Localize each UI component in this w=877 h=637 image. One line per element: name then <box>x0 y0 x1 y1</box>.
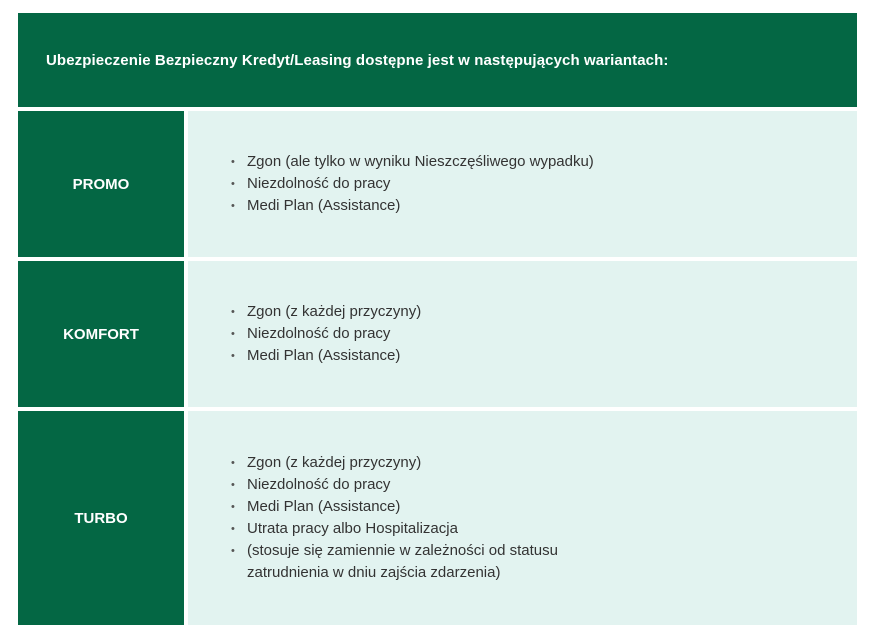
variant-content-cell <box>188 411 857 625</box>
table-row-turbo <box>18 411 857 625</box>
variant-name: TURBO <box>74 509 128 527</box>
table-header <box>18 13 857 107</box>
variant-content-cell <box>188 261 857 407</box>
list-item <box>231 540 558 584</box>
list-item: • Niezdolność do pracy <box>231 323 421 345</box>
table-row-komfort <box>18 261 857 407</box>
list-item: • Utrata pracy albo Hospitalizacja <box>231 518 558 540</box>
variant-label-cell <box>18 261 184 407</box>
list-item: • Medi Plan (Assistance) <box>231 496 558 518</box>
table-row-promo <box>18 111 857 257</box>
list-item: • Medi Plan (Assistance) <box>231 345 421 367</box>
list-item: • Zgon (ale tylko w wyniku Nieszczęśliwego wypadku) <box>231 151 594 173</box>
coverage-list <box>188 151 594 217</box>
list-item-line: zatrudnienia w dniu zajścia zdarzenia) <box>247 564 501 581</box>
coverage-list <box>188 301 421 367</box>
list-item: • Zgon (z każdej przyczyny) <box>231 452 558 474</box>
list-item: • Medi Plan (Assistance) <box>231 195 594 217</box>
coverage-list <box>188 452 558 584</box>
variant-content-cell <box>188 111 857 257</box>
list-item-line: • (stosuje się zamiennie w zależności od statusu <box>247 542 558 559</box>
variant-label-cell <box>18 411 184 625</box>
list-item: • Niezdolność do pracy <box>231 474 558 496</box>
variant-label-cell <box>18 111 184 257</box>
variant-name: PROMO <box>72 175 130 193</box>
list-item: • Zgon (z każdej przyczyny) <box>231 301 421 323</box>
table-title: Ubezpieczenie Bezpieczny Kredyt/Leasing dostępne jest w następujących wariantach: <box>46 51 669 69</box>
list-item: • Niezdolność do pracy <box>231 173 594 195</box>
variant-name: KOMFORT <box>63 325 139 343</box>
